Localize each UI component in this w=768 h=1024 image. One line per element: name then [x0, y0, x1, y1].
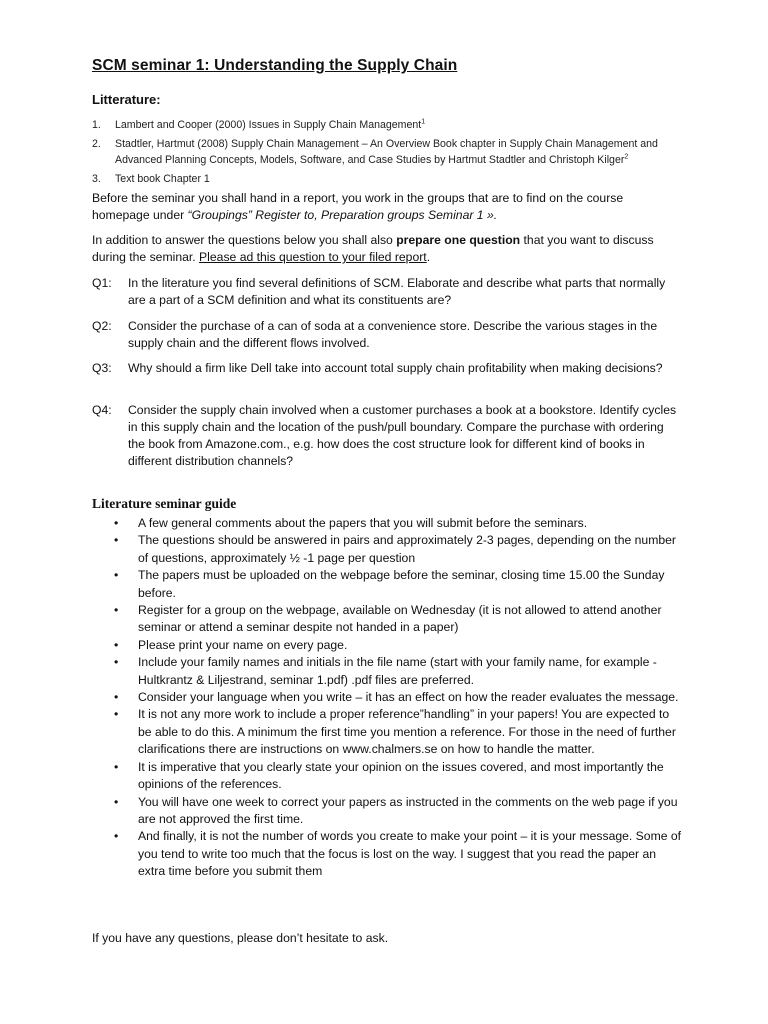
bullet-icon: • — [114, 637, 119, 652]
guide-item — [92, 602, 682, 637]
document-title: SCM seminar 1: Understanding the Supply Chain — [92, 57, 458, 74]
question-text: Consider the supply chain involved when a customer purchases a book at a bookstore. Identify cycles in this supply chain and the location of the push/pull boundary. Compare the purchase with ordering the book from Amazone.com., e.g. how does the cost structure look for different kind of books in different distribution channels? — [128, 403, 677, 468]
intro-text: Before the seminar you shall hand in a report, you work in the groups that are to find on the course homepage under — [92, 191, 624, 222]
guide-item-text: It is not any more work to include a proper reference”handling” in your papers! You are expected to be able to do this. A minimum the first time you mention a reference. For those in the need of further clarifications there are instructions on www.chalmers.se on how to handle the matter. — [138, 707, 676, 757]
guide-item-text: The questions should be answered in pairs and approximately 2-3 pages, depending on the number of questions, approximately ½ -1 page per question — [138, 533, 676, 565]
bullet-icon: • — [114, 533, 119, 548]
question-label: Q4: — [92, 403, 112, 417]
bullet-icon: • — [114, 707, 119, 722]
guide-item-text: You will have one week to correct your papers as instructed in the comments on the web page if you are not approved the first time. — [138, 794, 678, 826]
question-text: Why should a firm like Dell take into account total supply chain profitability when making decisions? — [128, 361, 663, 375]
intro-emphasis: prepare one question — [396, 233, 521, 247]
literature-heading: Litterature: — [92, 92, 161, 107]
bullet-icon: • — [114, 829, 119, 844]
guide-item-text: Include your family names and initials in the file name (start with your family name, for example - Hultkrantz & Liljestrand, seminar 1.pdf) .pdf files are preferred. — [138, 655, 657, 687]
guide-list — [92, 515, 682, 881]
reference-text: Text book Chapter 1 — [115, 173, 210, 185]
reference-item — [92, 117, 682, 133]
question-label: Q3: — [92, 361, 112, 375]
reference-item — [92, 171, 682, 187]
intro-text: In addition to answer the questions below you shall also — [92, 233, 397, 247]
bullet-icon: • — [114, 690, 119, 705]
reference-text: Stadtler, Hartmut (2008) Supply Chain Management – An Overview Book chapter in Supply Chain Management and Advanced Planning Concepts, Models, Software, and Case Studies by Hartmut Stadtler and Christoph Kilger — [115, 138, 658, 166]
guide-item — [92, 515, 682, 532]
guide-item — [92, 706, 682, 758]
closing-line: If you have any questions, please don’t hesitate to ask. — [92, 931, 389, 945]
guide-heading: Literature seminar guide — [92, 496, 237, 511]
guide-item — [92, 794, 682, 829]
guide-item — [92, 532, 682, 567]
bullet-icon: • — [114, 568, 119, 583]
question-q2 — [92, 318, 682, 352]
footnote-marker: 2 — [624, 153, 629, 161]
reference-text: Lambert and Cooper (2000) Issues in Supply Chain Management — [115, 119, 422, 131]
question-text: Consider the purchase of a can of soda at a convenience store. Describe the various stages in the supply chain and the different flows involved. — [128, 319, 658, 350]
intro-underlined-instruction: Please ad this question to your filed report — [199, 250, 427, 264]
question-q3 — [92, 360, 682, 377]
guide-item — [92, 637, 682, 654]
question-q1 — [92, 275, 682, 309]
guide-item-text: Register for a group on the webpage, available on Wednesday (it is not allowed to attend another seminar or attend a seminar despite not handed in a paper) — [138, 603, 662, 635]
guide-item-text: The papers must be uploaded on the webpage before the seminar, closing time 15.00 the Sunday before. — [138, 568, 665, 600]
bullet-icon: • — [114, 516, 119, 530]
intro-paragraph-question — [92, 232, 682, 266]
intro-text: . — [426, 250, 431, 264]
bullet-icon: • — [114, 759, 119, 774]
reference-list — [92, 117, 682, 190]
footnote-marker: 1 — [421, 118, 426, 126]
reference-item — [92, 136, 682, 168]
guide-item — [92, 567, 682, 602]
guide-item-text: A few general comments about the papers that you will submit before the seminars. — [138, 516, 588, 530]
guide-item-text: It is imperative that you clearly state your opinion on the issues covered, and most importantly the opinions of the references. — [138, 759, 664, 792]
intro-text: that you want to discuss during the seminar. — [92, 233, 654, 264]
question-q4 — [92, 402, 682, 470]
guide-item — [92, 759, 682, 794]
question-text: In the literature you find several definitions of SCM. Elaborate and describe what parts that normally are a part of a SCM definition and what its constituents are? — [128, 276, 666, 307]
reference-number: 1. — [92, 119, 101, 131]
bullet-icon: • — [114, 655, 119, 670]
guide-item — [92, 828, 682, 880]
guide-item — [92, 654, 682, 689]
reference-number: 2. — [92, 138, 101, 150]
guide-item-text: Please print your name on every page. — [138, 637, 348, 652]
intro-grouping-path: “Groupings” Register to, Preparation groups Seminar 1 ». — [187, 208, 498, 222]
guide-item-text: Consider your language when you write – it has an effect on how the reader evaluates the message. — [138, 690, 679, 705]
bullet-icon: • — [114, 603, 119, 618]
guide-item-text: And finally, it is not the number of words you create to make your point – it is your message. Some of you tend to write too much that the focus is lost on the way. I suggest that you read the paper an extra time before you submit them — [138, 829, 682, 879]
intro-paragraph-report — [92, 190, 682, 224]
reference-number: 3. — [92, 173, 101, 185]
question-label: Q2: — [92, 319, 112, 333]
guide-item — [92, 689, 682, 706]
question-label: Q1: — [92, 276, 112, 290]
bullet-icon: • — [114, 794, 119, 809]
